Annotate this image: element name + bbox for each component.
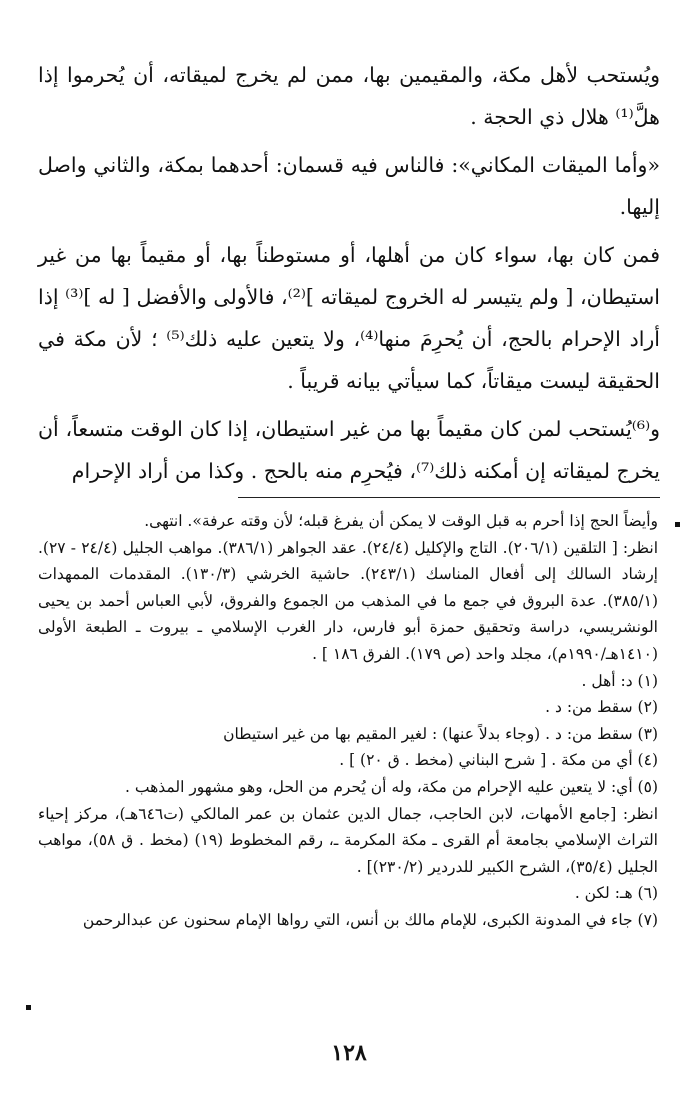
footnote-3: (٣) سقط من: د . (وجاء بدلاً عنها) : لغير المقيم بها من غير استيطان — [223, 724, 658, 743]
continuation-marker-icon — [26, 1005, 31, 1010]
footnote-continuation: وأيضاً الحج إذا أحرم به قبل الوقت لا يمكن أن يفرغ قبله؛ لأن وقته عرفة». انتهى. — [144, 512, 658, 530]
footnote-2: (٢) سقط من: د . — [545, 698, 658, 717]
footnote-marker-icon — [675, 522, 680, 527]
footnote-5: (٥) أي: لا يتعين عليه الإحرام من مكة، وله أن يُحرم من الحل، وهو مشهور المذهب . — [125, 777, 658, 796]
footnote-6: (٦) هـ: لكن . — [574, 884, 658, 903]
main-text — [38, 54, 660, 498]
page-number: ١٢٨ — [331, 1040, 367, 1066]
footnote-5-references: انظر: [جامع الأمهات، لابن الحاجب، جمال الدين عثمان بن عمر المالكي (ت٦٤٦هـ)، مركز إحياء التراث الإسلامي بجامعة أم القرى ـ مكة المكرمة ـ، رقم المخطوط (١٩) (مخط . ق ٥٨)، مواهب الجليل (٣٥/٤)، الشرح الكبير للدردير (٢٣٠/٢)] . — [38, 804, 658, 876]
footnote-separator — [238, 497, 660, 498]
footnotes — [38, 508, 658, 934]
footnote-references: انظر: [ التلقين (٢٠٦/١). التاج والإكليل (٢٤/٤). عقد الجواهر (٣٨٦/١). مواهب الجليل (٢٤/٤ - ٢٧). إرشاد السالك إلى أفعال المناسك (٢٤٣/١). حاشية الخرشي (١٣٠/٣). المقدمات الممهدات (٣٨٥/١). عدة البروق في جمع ما في المذهب من الجموع والفروق، لأبي العباس أحمد بن يحيى الونشريسي، دراسة وتحقيق حمزة أبو فارس، دار الغرب الإسلامي ـ بيروت ـ الطبعة الأولى (١٤١٠هـ/١٩٩٠م)، مجلد واحد (ص ١٧٩). الفرق ١٨٦ ] . — [38, 538, 659, 663]
footnote-7: (٧) جاء في المدونة الكبرى، للإمام مالك بن أنس، التي رواها الإمام سحنون عن عبدالرحمن — [82, 910, 658, 929]
paragraph-2: «وأما الميقات المكاني»: فالناس فيه قسمان: أحدهما بمكة، والثاني واصل إليها. — [38, 153, 660, 219]
footnote-4: (٤) أي من مكة . [ شرح البناني (مخط . ق ٢٠) ] . — [339, 751, 658, 770]
paragraph-4: و⁽⁶⁾يُستحب لمن كان مقيماً بها من غير استيطان، إذا كان الوقت متسعاً، أن يخرج لميقاته إن أمكنه ذلك⁽⁷⁾، فيُحرِم منه بالحج . وكذا من أراد الإحرام — [38, 417, 660, 483]
paragraph-1: ويُستحب لأهل مكة، والمقيمين بها، ممن لم يخرج لميقاته، أن يُحرموا إذا هلَّ⁽¹⁾ هلال ذي الحجة . — [38, 63, 660, 129]
footnote-1: (١) د: أهل . — [581, 671, 658, 690]
paragraph-3: فمن كان بها، سواء كان من أهلها، أو مستوطناً بها، أو مقيماً بها من غير استيطان، [ ولم يتيسر له الخروج لميقاته ]⁽²⁾، فالأولى والأفضل [ له ]⁽³⁾ إذا أراد الإحرام بالحج، أن يُحرِمَ منها⁽⁴⁾، ولا يتعين عليه ذلك⁽⁵⁾ ؛ لأن مكة في الحقيقة ليست ميقاتاً، كما سيأتي بيانه قريباً . — [38, 243, 661, 393]
